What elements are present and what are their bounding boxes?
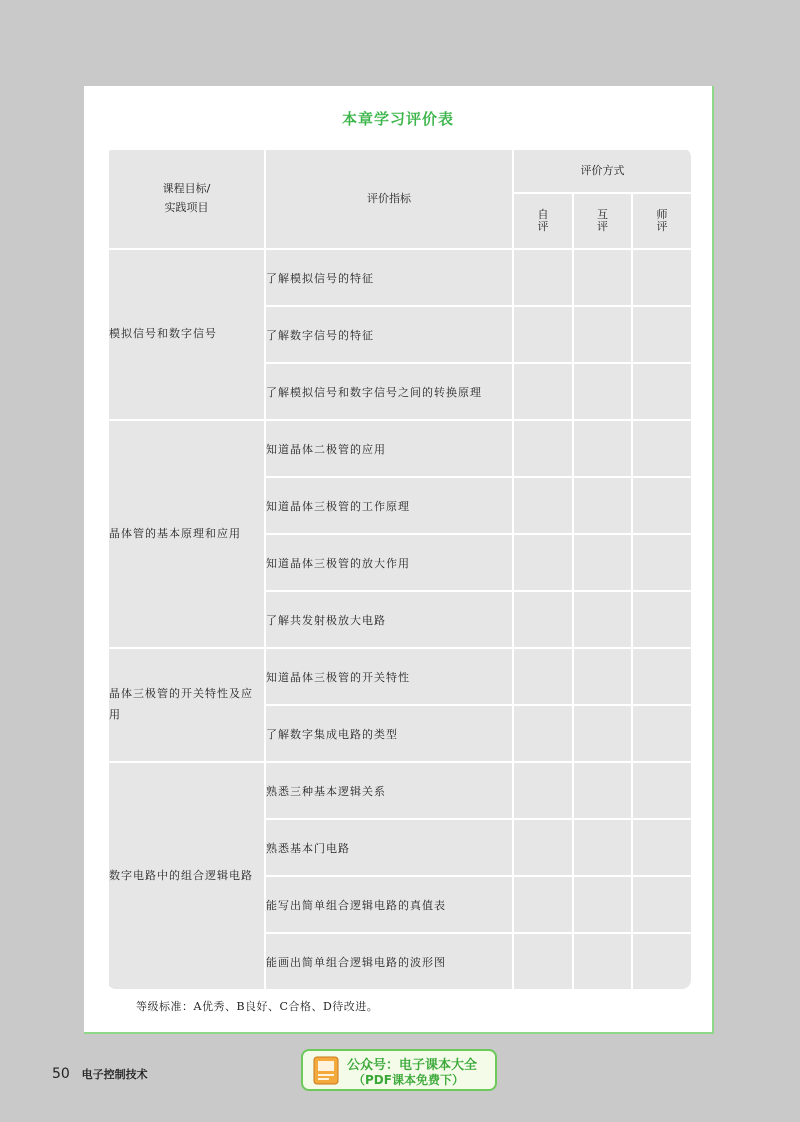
teacher-eval-cell[interactable] (632, 705, 691, 762)
course-goal-cell: 晶体管的基本原理和应用 (108, 420, 265, 648)
indicator-cell: 知道晶体三极管的工作原理 (265, 477, 513, 534)
table-row (108, 249, 691, 306)
peer-eval-cell[interactable] (573, 363, 632, 420)
peer-eval-cell[interactable] (573, 306, 632, 363)
indicator-cell: 熟悉基本门电路 (265, 819, 513, 876)
table-row (108, 762, 691, 819)
evaluation-table-wrapper (107, 148, 691, 989)
self-eval-cell[interactable] (513, 591, 573, 648)
teacher-eval-cell[interactable] (632, 933, 691, 989)
indicator-cell: 知道晶体三极管的开关特性 (265, 648, 513, 705)
teacher-eval-cell[interactable] (632, 306, 691, 363)
peer-eval-cell[interactable] (573, 534, 632, 591)
grading-standard-note: 等级标准：A优秀、B良好、C合格、D待改进。 (136, 1000, 379, 1013)
book-title: 电子控制技术 (81, 1068, 148, 1081)
page-footer (52, 1066, 148, 1082)
peer-eval-cell[interactable] (573, 648, 632, 705)
watermark-badge (301, 1049, 497, 1091)
table-row (108, 420, 691, 477)
goal-header: 课程目标/ 实践项目 (108, 149, 265, 249)
watermark-line-2: （PDF课本免费下） (353, 1073, 464, 1087)
indicator-cell: 了解模拟信号的特征 (265, 249, 513, 306)
indicator-cell: 了解共发射极放大电路 (265, 591, 513, 648)
header-row (108, 149, 691, 193)
course-goal-cell: 数字电路中的组合逻辑电路 (108, 762, 265, 989)
course-goal-cell: 晶体三极管的开关特性及应用 (108, 648, 265, 762)
peer-eval-cell[interactable] (573, 477, 632, 534)
self-eval-cell[interactable] (513, 819, 573, 876)
textbook-page (84, 86, 714, 1034)
watermark-line-1: 公众号：电子课本大全 (347, 1058, 478, 1073)
course-goal-cell: 模拟信号和数字信号 (108, 249, 265, 420)
teacher-eval-cell[interactable] (632, 534, 691, 591)
indicator-cell: 知道晶体三极管的放大作用 (265, 534, 513, 591)
book-icon (313, 1056, 339, 1085)
self-eval-cell[interactable] (513, 249, 573, 306)
teacher-eval-cell[interactable] (632, 819, 691, 876)
page-title: 本章学习评价表 (341, 110, 454, 128)
indicator-cell: 了解模拟信号和数字信号之间的转换原理 (265, 363, 513, 420)
self-eval-cell[interactable] (513, 534, 573, 591)
teacher-eval-cell[interactable] (632, 648, 691, 705)
indicator-cell: 熟悉三种基本逻辑关系 (265, 762, 513, 819)
self-eval-cell[interactable] (513, 363, 573, 420)
indicator-header: 评价指标 (265, 149, 513, 249)
indicator-cell: 能写出简单组合逻辑电路的真值表 (265, 876, 513, 933)
page-number: 50 (52, 1066, 70, 1082)
method-header: 评价方式 (513, 149, 691, 193)
teacher-eval-cell[interactable] (632, 591, 691, 648)
evaluation-table (107, 148, 691, 989)
teacher-eval-cell[interactable] (632, 363, 691, 420)
self-eval-cell[interactable] (513, 477, 573, 534)
self-eval-cell[interactable] (513, 762, 573, 819)
teacher-eval-header: 师 评 (632, 193, 691, 249)
peer-eval-cell[interactable] (573, 591, 632, 648)
peer-eval-cell[interactable] (573, 762, 632, 819)
teacher-eval-cell[interactable] (632, 762, 691, 819)
peer-eval-header: 互 评 (573, 193, 632, 249)
self-eval-cell[interactable] (513, 420, 573, 477)
table-body (108, 149, 691, 989)
peer-eval-cell[interactable] (573, 933, 632, 989)
teacher-eval-cell[interactable] (632, 876, 691, 933)
teacher-eval-cell[interactable] (632, 477, 691, 534)
peer-eval-cell[interactable] (573, 420, 632, 477)
indicator-cell: 了解数字集成电路的类型 (265, 705, 513, 762)
teacher-eval-cell[interactable] (632, 420, 691, 477)
peer-eval-cell[interactable] (573, 819, 632, 876)
self-eval-cell[interactable] (513, 705, 573, 762)
self-eval-cell[interactable] (513, 933, 573, 989)
indicator-cell: 了解数字信号的特征 (265, 306, 513, 363)
self-eval-header: 自 评 (513, 193, 573, 249)
self-eval-cell[interactable] (513, 306, 573, 363)
indicator-cell: 知道晶体二极管的应用 (265, 420, 513, 477)
self-eval-cell[interactable] (513, 648, 573, 705)
peer-eval-cell[interactable] (573, 876, 632, 933)
teacher-eval-cell[interactable] (632, 249, 691, 306)
self-eval-cell[interactable] (513, 876, 573, 933)
indicator-cell: 能画出简单组合逻辑电路的波形图 (265, 933, 513, 989)
table-row (108, 648, 691, 705)
peer-eval-cell[interactable] (573, 705, 632, 762)
peer-eval-cell[interactable] (573, 249, 632, 306)
